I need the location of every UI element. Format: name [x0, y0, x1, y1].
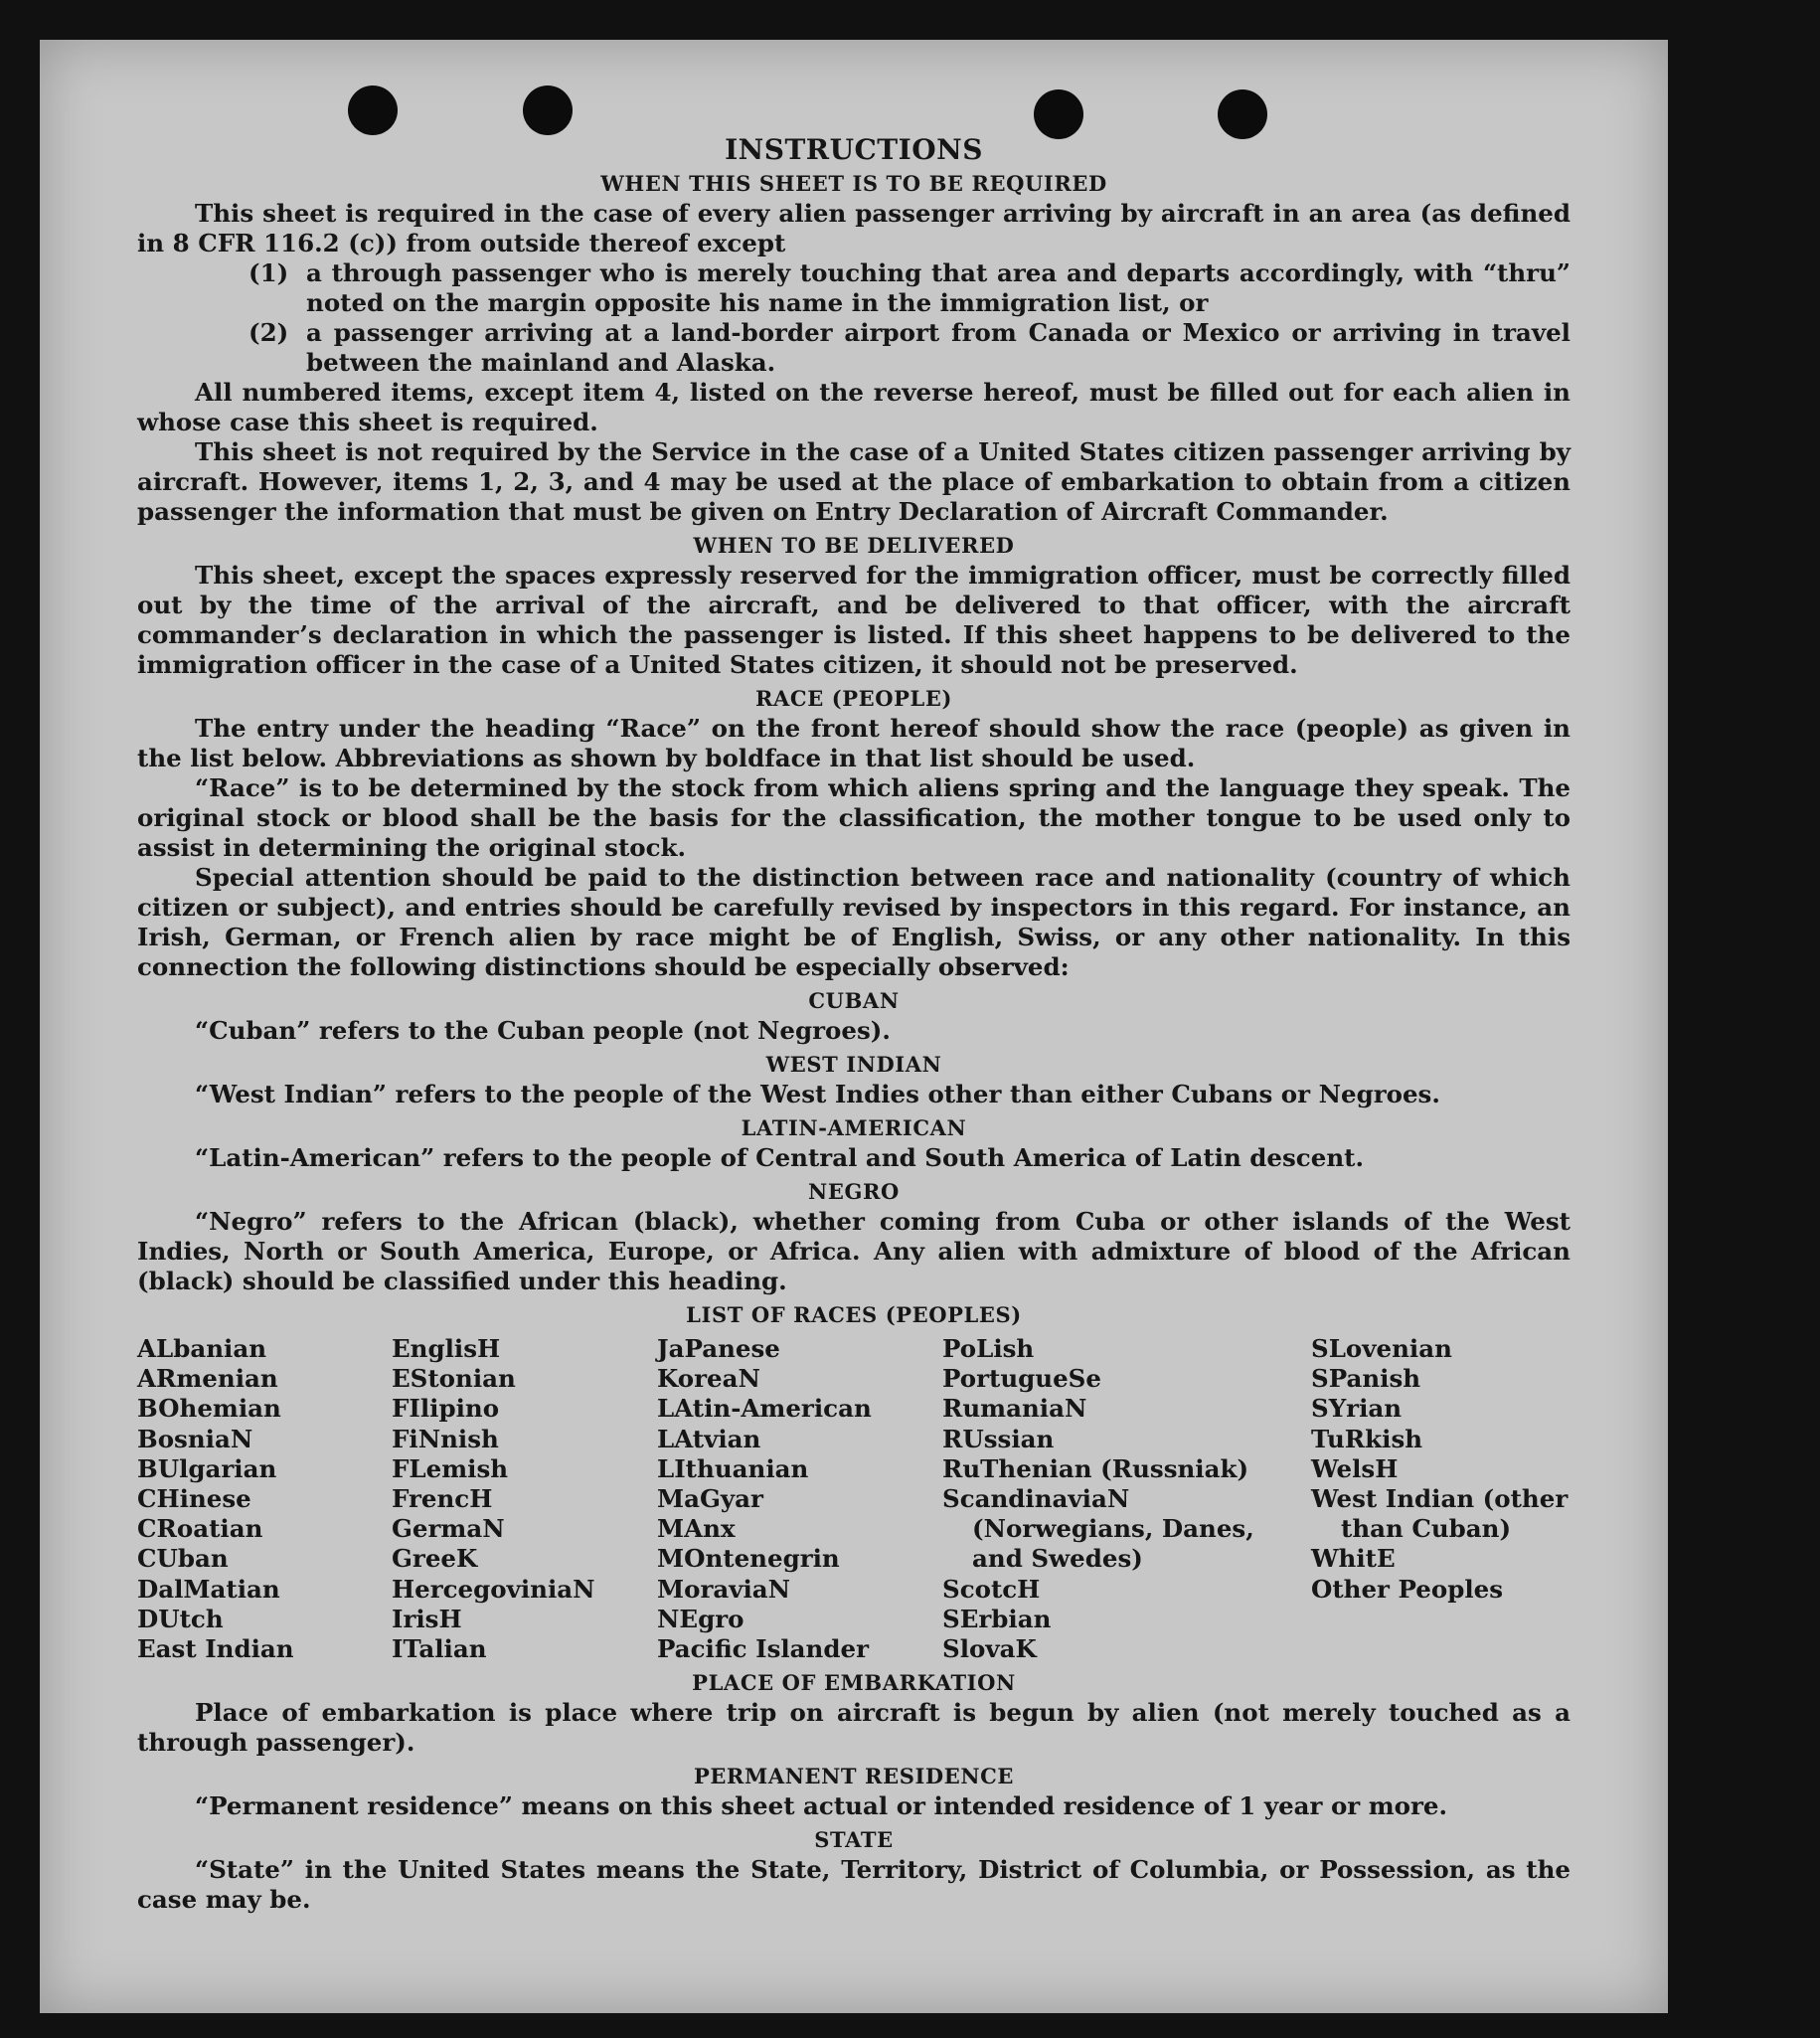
race-entry: LIthuanian: [657, 1453, 809, 1483]
race-entry: LAtin-American: [657, 1394, 872, 1424]
paragraph: This sheet is required in the case of every alien passenger arriving by aircraft in an area (as defined in 8 CFR 116.2 (c)) from outside thereof except: [137, 199, 1571, 257]
race-column: [657, 1334, 942, 1664]
list-item: [248, 318, 1571, 378]
race-entry: ScotcH: [942, 1574, 1041, 1604]
race-entry: ScandinaviaN (Norwegians, Danes, and Swedes): [942, 1484, 1254, 1574]
section-heading: LIST OF RACES (PEOPLES): [686, 1302, 1022, 1327]
race-entry: WhitE: [1311, 1544, 1396, 1574]
race-entry: FiNnish: [392, 1424, 499, 1453]
race-entry: GreeK: [392, 1544, 478, 1574]
paragraph: All numbered items, except item 4, listed on the reverse hereof, must be filled out for each alien in whose case this sheet is required.: [137, 378, 1571, 436]
race-entry: ITalian: [392, 1634, 487, 1664]
section-heading: PLACE OF EMBARKATION: [692, 1670, 1016, 1696]
race-list: [137, 1334, 1571, 1664]
section-heading: NEGRO: [808, 1179, 900, 1204]
item-text: a passenger arriving at a land-border airport from Canada or Mexico or arriving in travel between the mainland and Alaska.: [306, 318, 1571, 377]
race-entry: HercegoviniaN: [392, 1574, 595, 1604]
race-entry: ARmenian: [137, 1364, 278, 1394]
race-entry: Other Peoples: [1311, 1574, 1504, 1604]
instructions-content: [137, 131, 1571, 1915]
race-entry: TuRkish: [1311, 1424, 1423, 1453]
race-entry: LAtvian: [657, 1424, 761, 1453]
race-entry: MOntenegrin: [657, 1544, 840, 1574]
paragraph: “West Indian” refers to the people of the West Indies other than either Cubans or Negroes.: [195, 1080, 1440, 1108]
race-entry: CHinese: [137, 1484, 251, 1514]
section-heading: LATIN-AMERICAN: [741, 1115, 967, 1140]
race-entry: SlovaK: [942, 1634, 1037, 1664]
race-entry: CUban: [137, 1544, 229, 1574]
page-title: INSTRUCTIONS: [725, 133, 983, 166]
paragraph: This sheet, except the spaces expressly reserved for the immigration officer, must be correctly filled out by the time of the arrival of the aircraft, and be delivered to that officer, with the aircraft commander’s declaration in which the passenger is listed. If this sheet happens to be delivered to the immigration officer in the case of a United States citizen, it should not be preserved.: [137, 561, 1571, 679]
race-entry: East Indian: [137, 1634, 294, 1664]
race-entry: ALbanian: [137, 1334, 267, 1363]
race-entry: KoreaN: [657, 1364, 760, 1394]
race-entry: JaPanese: [657, 1334, 780, 1363]
race-entry: SErbian: [942, 1604, 1052, 1633]
section-heading: WEST INDIAN: [765, 1052, 942, 1077]
paragraph: “State” in the United States means the State, Territory, District of Columbia, or Possession, as the case may be.: [137, 1855, 1571, 1915]
race-entry: NEgro: [657, 1604, 745, 1633]
race-entry: West Indian (other than Cuban): [1311, 1484, 1569, 1544]
paragraph: “Latin-American” refers to the people of Central and South America of Latin descent.: [195, 1143, 1364, 1172]
item-number: (2): [248, 318, 289, 347]
section-heading: WHEN TO BE DELIVERED: [693, 533, 1015, 558]
race-entry: IrisH: [392, 1604, 462, 1633]
race-entry: RUssian: [942, 1424, 1055, 1453]
section-heading: STATE: [814, 1827, 894, 1853]
paragraph: “Permanent residence” means on this sheet actual or intended residence of 1 year or more.: [195, 1791, 1448, 1821]
race-entry: MAnx: [657, 1514, 736, 1544]
race-entry: SLovenian: [1311, 1334, 1452, 1363]
section-heading: WHEN THIS SHEET IS TO BE REQUIRED: [600, 171, 1107, 196]
paragraph: “Negro” refers to the African (black), whether coming from Cuba or other islands of the West Indies, North or South America, Europe, or Africa. Any alien with admixture of blood of the African (black) should be classified under this heading.: [137, 1207, 1571, 1295]
paragraph: “Cuban” refers to the Cuban people (not Negroes).: [195, 1016, 891, 1045]
punch-hole: [523, 85, 573, 135]
race-entry: GermaN: [392, 1514, 505, 1544]
race-entry: FrencH: [392, 1484, 493, 1514]
race-entry: BOhemian: [137, 1394, 281, 1424]
race-entry: PortugueSe: [942, 1364, 1101, 1394]
race-column: [137, 1334, 392, 1664]
race-column: [392, 1334, 657, 1664]
race-entry: WelsH: [1311, 1453, 1399, 1483]
race-entry: FIlipino: [392, 1394, 500, 1424]
race-entry: SPanish: [1311, 1364, 1421, 1394]
section-heading: CUBAN: [808, 988, 900, 1013]
race-entry: MoraviaN: [657, 1574, 791, 1604]
race-entry: CRoatian: [137, 1514, 263, 1544]
paragraph: “Race” is to be determined by the stock from which aliens spring and the language they speak. The original stock or blood shall be the basis for the classification, the mother tongue to be used only to assist in determining the original stock.: [137, 773, 1571, 862]
paragraph: Place of embarkation is place where trip on aircraft is begun by alien (not merely touched as a through passenger).: [137, 1698, 1571, 1758]
race-entry: PoLish: [942, 1334, 1035, 1363]
race-entry: DUtch: [137, 1604, 224, 1633]
race-entry: DalMatian: [137, 1574, 280, 1604]
race-entry: MaGyar: [657, 1484, 763, 1514]
list-item: [248, 258, 1571, 318]
race-column: [1311, 1334, 1570, 1664]
section-heading: PERMANENT RESIDENCE: [693, 1764, 1015, 1789]
paragraph: Special attention should be paid to the distinction between race and nationality (country of which citizen or subject), and entries should be carefully revised by inspectors in this regard. For instance, an Irish, German, or French alien by race might be of English, Swiss, or any other nationality. In this connection the following distinctions should be especially observed:: [137, 863, 1571, 981]
punch-hole: [348, 85, 398, 135]
race-entry: FLemish: [392, 1453, 509, 1483]
race-entry: BosniaN: [137, 1424, 253, 1453]
item-text: a through passenger who is merely touching that area and departs accordingly, with “thru” noted on the margin opposite his name in the immigration list, or: [306, 258, 1571, 317]
race-entry: EnglisH: [392, 1334, 501, 1363]
race-entry: BUlgarian: [137, 1453, 277, 1483]
race-entry: Pacific Islander: [657, 1634, 869, 1664]
race-entry: EStonian: [392, 1364, 516, 1394]
item-number: (1): [248, 258, 289, 287]
race-entry: RuThenian (Russniak): [942, 1453, 1249, 1483]
paragraph: The entry under the heading “Race” on the front hereof should show the race (people) as given in the list below. Abbreviations as shown by boldface in that list should be used.: [137, 714, 1571, 772]
section-heading: RACE (PEOPLE): [754, 686, 953, 711]
paragraph: This sheet is not required by the Service in the case of a United States citizen passenger arriving by aircraft. However, items 1, 2, 3, and 4 may be used at the place of embarkation to obtain from a citizen passenger the information that must be given on Entry Declaration of Aircraft Commander.: [137, 437, 1571, 526]
race-entry: RumaniaN: [942, 1394, 1087, 1424]
race-column: [942, 1334, 1311, 1664]
race-entry: SYrian: [1311, 1394, 1403, 1424]
document-page: [40, 40, 1668, 2013]
